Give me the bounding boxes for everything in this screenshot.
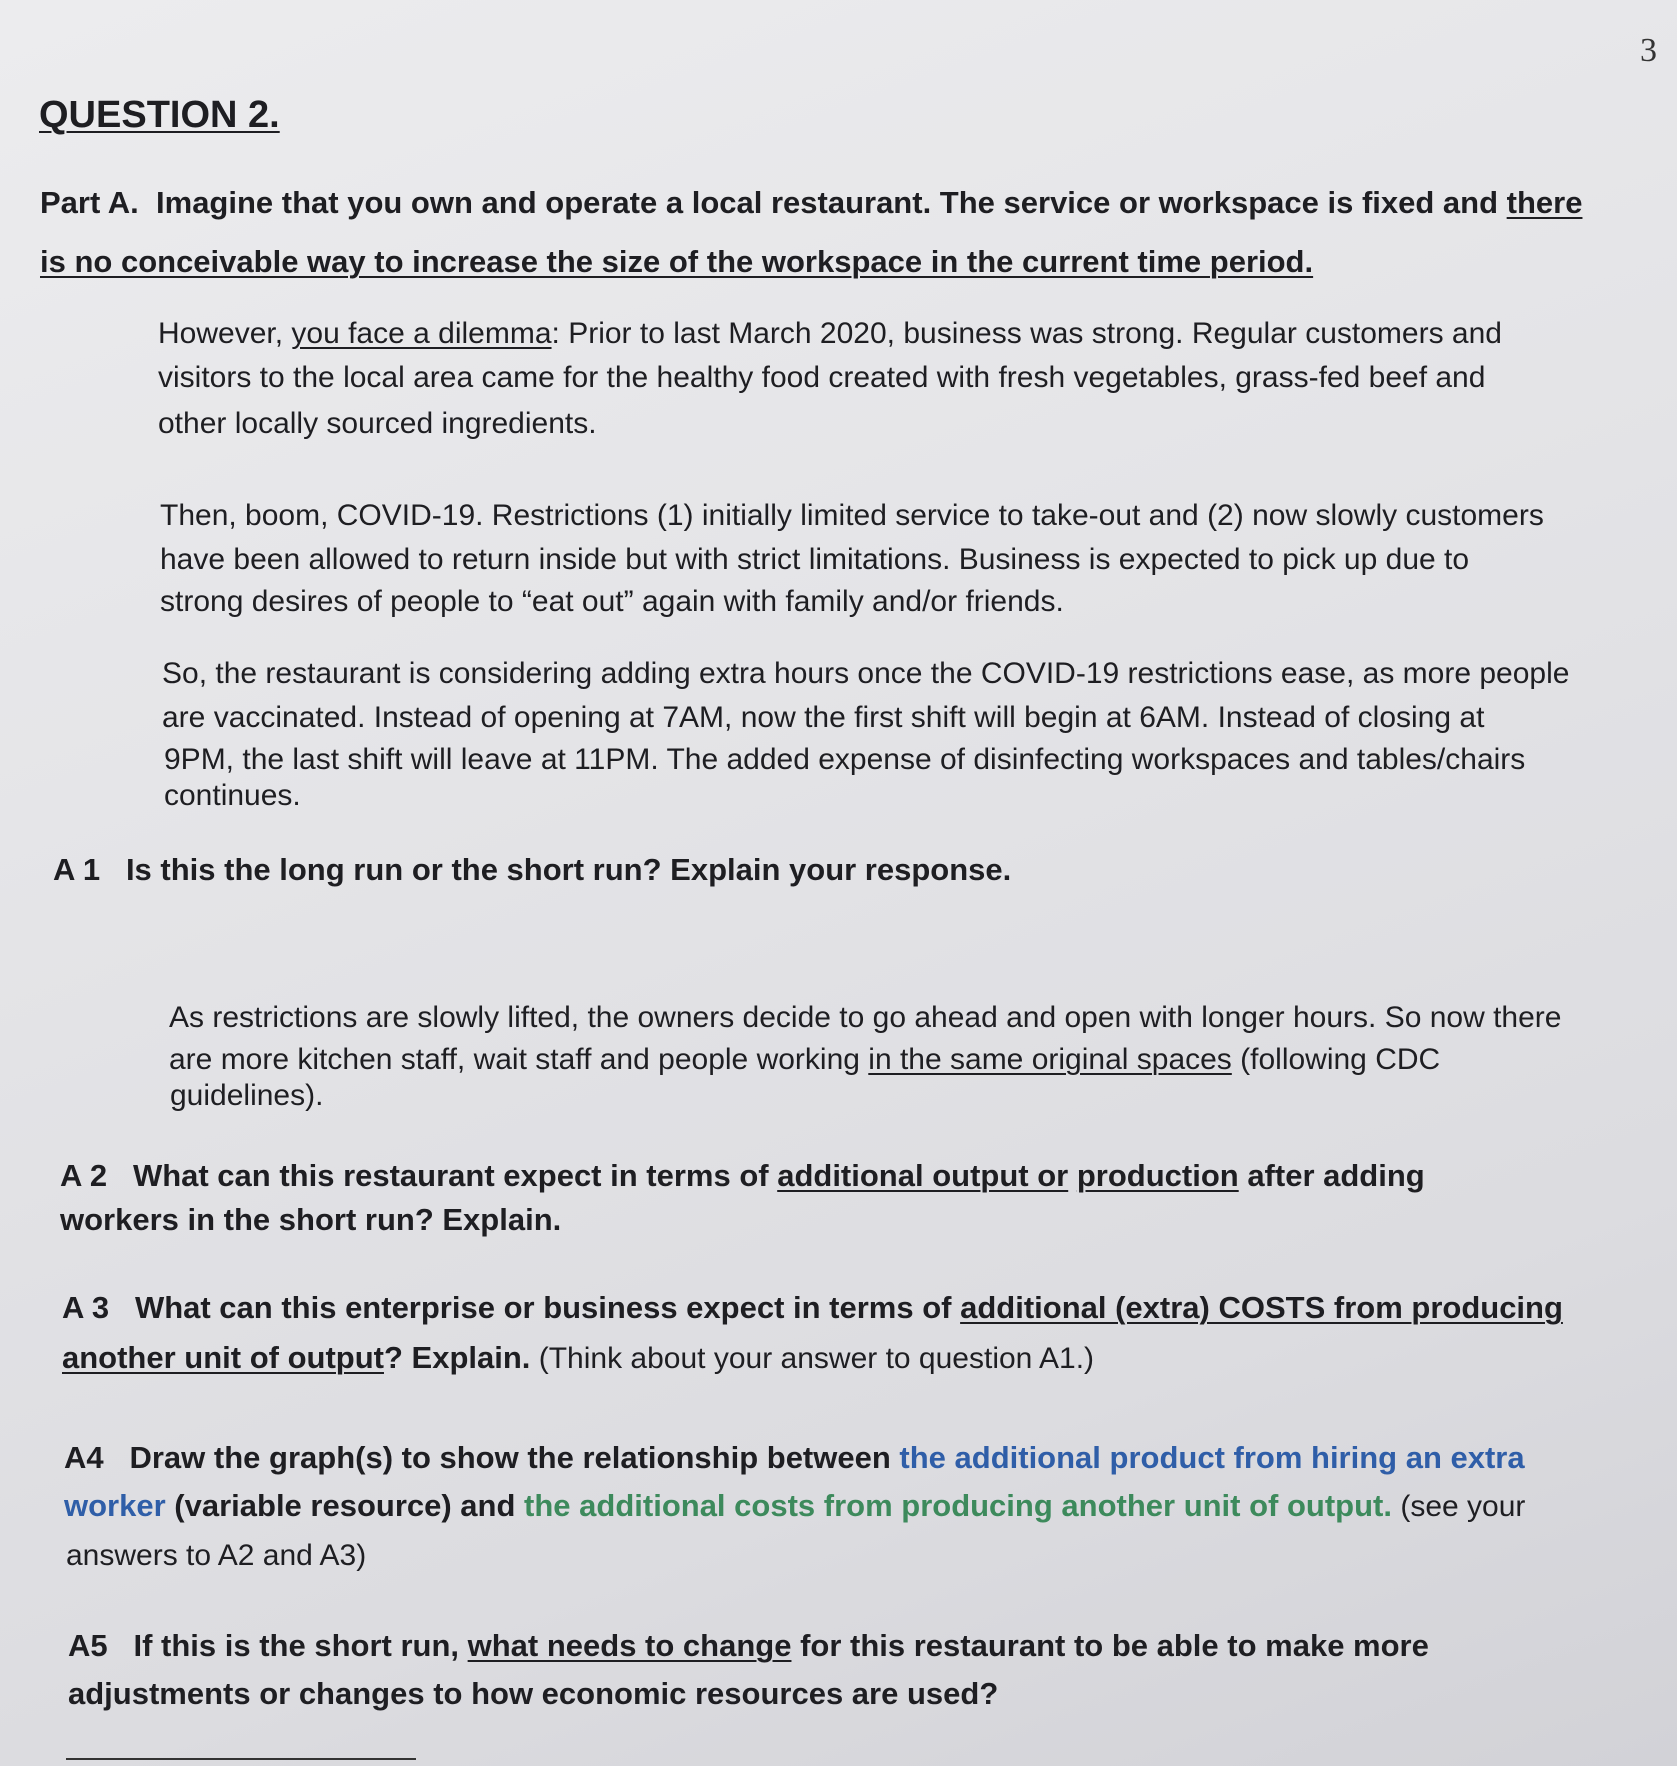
part-a-label: Part A. [40,185,139,220]
text: (following CDC [1231,1043,1441,1076]
page-number: 3 [1640,32,1657,69]
underlined-text: additional output or [777,1158,1069,1193]
underlined-text: additional (extra) COSTS from producing [960,1290,1563,1325]
part-a-line1 [40,185,1582,221]
para1-line3: other locally sourced ingredients. [158,407,597,440]
underlined-text: another unit of output [62,1340,384,1375]
question-a5-line1 [68,1628,1429,1664]
para1-line2: visitors to the local area came for the healthy food created with fresh vegetables, grass-fed beef and [158,361,1486,394]
text: (Think about your answer to question A1.) [530,1342,1095,1375]
text: : Prior to last March 2020, business was strong. Regular customers and [551,317,1502,350]
a2-label: A 2 [60,1158,108,1193]
question-a5-line2: adjustments or changes to how economic resources are used? [68,1676,999,1711]
text: If this is the short run, [133,1628,468,1663]
para4-line1: As restrictions are slowly lifted, the owners decide to go ahead and open with longer hours. So now there [169,1001,1562,1034]
a1-label: A 1 [53,852,101,887]
para4-line2 [169,1042,1440,1078]
para2-line2: have been allowed to return inside but with strict limitations. Business is expected to pick up due to [160,543,1470,576]
a4-label: A4 [64,1440,104,1475]
text: ? Explain. [383,1340,531,1375]
para3-line4: continues. [164,779,301,812]
underlined-text: you face a dilemma [291,317,552,350]
text: are more kitchen staff, wait staff and people working [169,1043,869,1076]
question-a2-line1 [60,1158,1425,1194]
question-a3-line2 [62,1340,1094,1377]
blue-text: worker [64,1488,166,1523]
footer-rule [66,1758,416,1760]
text: (see your [1392,1490,1526,1523]
a1-text: Is this the long run or the short run? Explain your response. [125,852,1012,887]
para2-line1: Then, boom, COVID-19. Restrictions (1) initially limited service to take-out and (2) now slowly customers [160,499,1544,532]
text: for this restaurant to be able to make more [791,1628,1429,1663]
text: What can this enterprise or business expect in terms of [134,1290,961,1325]
a5-label: A5 [68,1628,108,1663]
underlined-text: what needs to change [467,1628,792,1663]
para1-line1 [158,316,1502,352]
question-a3-line1 [62,1290,1563,1326]
question-title: QUESTION 2. [39,94,280,136]
green-text: the additional costs from producing another unit of output. [524,1488,1392,1523]
para3-line1: So, the restaurant is considering adding extra hours once the COVID-19 restrictions ease, as more people [162,657,1570,690]
text: Draw the graph(s) to show the relationship between [129,1440,900,1475]
question-a4-line2 [64,1488,1525,1525]
question-a2-line2: workers in the short run? Explain. [60,1202,562,1237]
part-a-text: Imagine that you own and operate a local restaurant. The service or workspace is fixed and [156,185,1507,220]
para3-line2: are vaccinated. Instead of opening at 7AM, now the first shift will begin at 6AM. Instead of closing at [162,701,1485,734]
underlined-text: production [1076,1158,1239,1193]
text: after adding [1238,1158,1425,1193]
blue-text: the additional product from hiring an extra [899,1440,1525,1475]
part-a-line2: is no conceivable way to increase the size of the workspace in the current time period. [40,244,1314,279]
para4-line3: guidelines). [170,1079,324,1112]
question-a4-line1 [64,1440,1525,1476]
text: What can this restaurant expect in terms of [132,1158,778,1193]
part-a-underlined: there [1506,185,1583,220]
question-a1 [53,852,1011,888]
para3-line3: 9PM, the last shift will leave at 11PM. The added expense of disinfecting workspaces and tables/chairs [164,743,1526,776]
para2-line3: strong desires of people to “eat out” again with family and/or friends. [160,585,1064,618]
text: However, [158,317,292,350]
text: (variable resource) and [165,1488,525,1523]
question-a4-line3: answers to A2 and A3) [66,1539,367,1572]
underlined-text: in the same original spaces [868,1043,1232,1076]
a3-label: A 3 [62,1290,110,1325]
